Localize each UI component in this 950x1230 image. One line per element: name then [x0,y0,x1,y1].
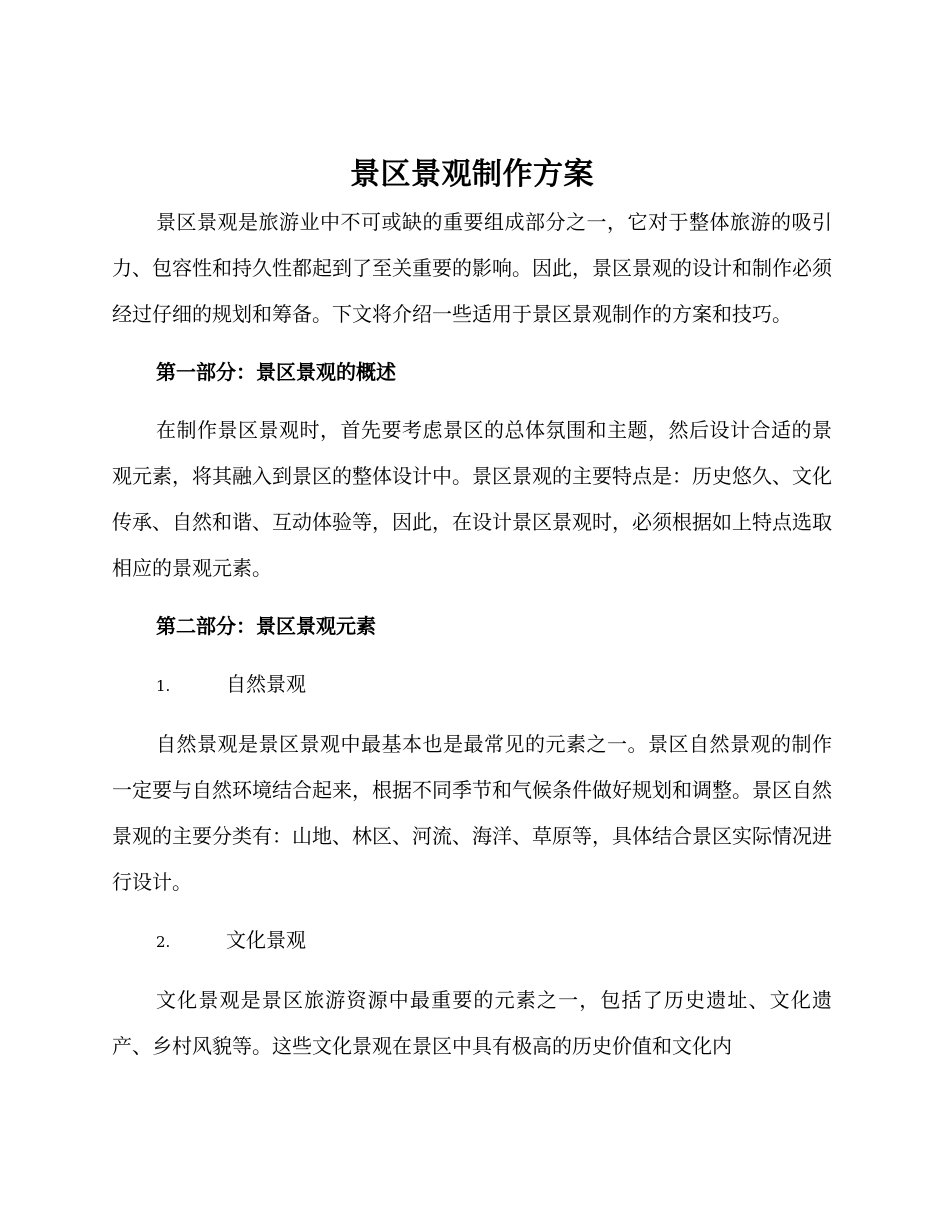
document-title: 景区景观制作方案 [350,157,594,192]
list-item-cultural [112,917,832,965]
overview-paragraph: 在制作景区景观时，首先要考虑景区的总体氛围和主题，然后设计合适的景观元素，将其融入到景区的整体设计中。景区景观的主要特点是：历史悠久、文化传承、自然和谐、互动体验等，因此，在设计景区景观时，必须根据如上特点选取相应的景观元素。 [112,418,832,580]
list-item-label: 自然景观 [226,672,306,696]
document-page [112,0,832,1069]
list-number: 2. [156,933,171,951]
cultural-landscape-paragraph: 文化景观是景区旅游资源中最重要的元素之一，包括了历史遗址、文化遗产、乡村风貌等。这些文化景观在景区中具有极高的历史价值和文化内 [112,988,832,1058]
natural-landscape-paragraph: 自然景观是景区景观中最基本也是最常见的元素之一。景区自然景观的制作一定要与自然环境结合起来，根据不同季节和气候条件做好规划和调整。景区自然景观的主要分类有：山地、林区、河流、海洋、草原等，具体结合景区实际情况进行设计。 [112,732,832,894]
list-item-natural [112,661,832,709]
section-heading-overview: 第一部分：景区景观的概述 [156,360,396,384]
intro-paragraph: 景区景观是旅游业中不可或缺的重要组成部分之一，它对于整体旅游的吸引力、包容性和持久性都起到了至关重要的影响。因此，景区景观的设计和制作必须经过仔细的规划和筹备。下文将介绍一些适用于景区景观制作的方案和技巧。 [112,210,832,326]
list-item-label: 文化景观 [226,928,306,952]
section-heading-elements: 第二部分：景区景观元素 [156,614,376,638]
list-number: 1. [156,677,171,695]
